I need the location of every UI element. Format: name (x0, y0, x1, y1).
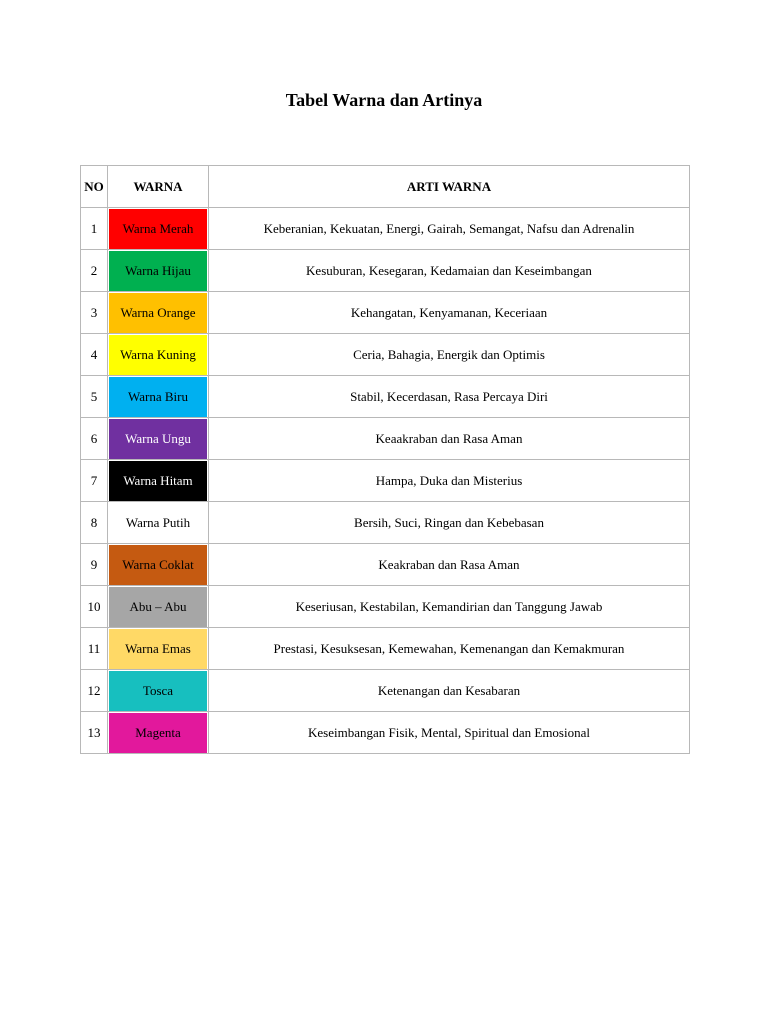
header-no: NO (81, 166, 108, 208)
table-row (81, 628, 690, 670)
row-number: 6 (81, 418, 108, 460)
color-swatch-cell (108, 418, 209, 460)
color-swatch-cell (108, 670, 209, 712)
color-name: Warna Hijau (125, 262, 191, 278)
table-row (81, 418, 690, 460)
color-swatch (109, 671, 207, 711)
color-name: Warna Orange (120, 304, 196, 320)
color-swatch-cell (108, 334, 209, 376)
color-swatch-cell (108, 502, 209, 544)
row-number: 10 (81, 586, 108, 628)
table-row (81, 250, 690, 292)
header-warna: WARNA (108, 166, 209, 208)
color-name: Warna Merah (122, 220, 194, 236)
color-name: Warna Coklat (122, 556, 194, 572)
color-name: Warna Hitam (123, 472, 193, 488)
color-name: Warna Biru (128, 388, 188, 404)
color-name: Warna Emas (125, 640, 191, 656)
color-meaning: Keaakraban dan Rasa Aman (209, 418, 690, 460)
row-number: 9 (81, 544, 108, 586)
color-swatch-cell (108, 376, 209, 418)
table-row (81, 460, 690, 502)
color-swatch-cell (108, 544, 209, 586)
row-number: 7 (81, 460, 108, 502)
color-name: Warna Kuning (120, 346, 196, 362)
color-name: Tosca (142, 682, 174, 698)
page-title: Tabel Warna dan Artinya (285, 90, 483, 110)
table-row (81, 670, 690, 712)
table-row (81, 712, 690, 754)
color-swatch (109, 251, 207, 291)
row-number: 12 (81, 670, 108, 712)
header-arti-warna: ARTI WARNA (209, 166, 690, 208)
color-swatch (109, 461, 207, 501)
table-row (81, 376, 690, 418)
color-meaning-table (80, 165, 690, 754)
color-meaning: Keberanian, Kekuatan, Energi, Gairah, Semangat, Nafsu dan Adrenalin (209, 208, 690, 250)
row-number: 1 (81, 208, 108, 250)
row-number: 13 (81, 712, 108, 754)
color-swatch-cell (108, 628, 209, 670)
table-row (81, 334, 690, 376)
color-meaning: Keseriusan, Kestabilan, Kemandirian dan Tanggung Jawab (209, 586, 690, 628)
color-swatch-cell (108, 586, 209, 628)
color-swatch-cell (108, 292, 209, 334)
row-number: 4 (81, 334, 108, 376)
color-swatch-cell (108, 250, 209, 292)
color-meaning: Bersih, Suci, Ringan dan Kebebasan (209, 502, 690, 544)
color-swatch (109, 587, 207, 627)
color-meaning: Hampa, Duka dan Misterius (209, 460, 690, 502)
color-swatch (109, 209, 207, 249)
table-row (81, 292, 690, 334)
color-name: Magenta (135, 724, 181, 740)
color-meaning: Keakraban dan Rasa Aman (209, 544, 690, 586)
color-meaning: Kehangatan, Kenyamanan, Keceriaan (209, 292, 690, 334)
color-name: Abu – Abu (129, 598, 187, 614)
color-swatch (109, 293, 207, 333)
table-body (81, 208, 690, 754)
row-number: 2 (81, 250, 108, 292)
color-meaning: Ceria, Bahagia, Energik dan Optimis (209, 334, 690, 376)
color-meaning: Keseimbangan Fisik, Mental, Spiritual dan Emosional (209, 712, 690, 754)
table-row (81, 586, 690, 628)
table-row (81, 208, 690, 250)
color-swatch (109, 377, 207, 417)
color-swatch-cell (108, 460, 209, 502)
color-swatch (109, 629, 207, 669)
color-name: Warna Ungu (125, 430, 191, 446)
row-number: 5 (81, 376, 108, 418)
color-swatch (109, 419, 207, 459)
table-row (81, 544, 690, 586)
color-meaning: Prestasi, Kesuksesan, Kemewahan, Kemenangan dan Kemakmuran (209, 628, 690, 670)
color-swatch (109, 713, 207, 753)
table-header-row (81, 166, 690, 208)
color-meaning: Ketenangan dan Kesabaran (209, 670, 690, 712)
color-name: Warna Putih (125, 514, 191, 530)
row-number: 11 (81, 628, 108, 670)
color-swatch (109, 335, 207, 375)
color-swatch-cell (108, 712, 209, 754)
row-number: 3 (81, 292, 108, 334)
color-swatch (109, 545, 207, 585)
table-row (81, 502, 690, 544)
color-meaning: Kesuburan, Kesegaran, Kedamaian dan Keseimbangan (209, 250, 690, 292)
color-swatch-cell (108, 208, 209, 250)
color-swatch (109, 503, 207, 543)
row-number: 8 (81, 502, 108, 544)
color-meaning: Stabil, Kecerdasan, Rasa Percaya Diri (209, 376, 690, 418)
